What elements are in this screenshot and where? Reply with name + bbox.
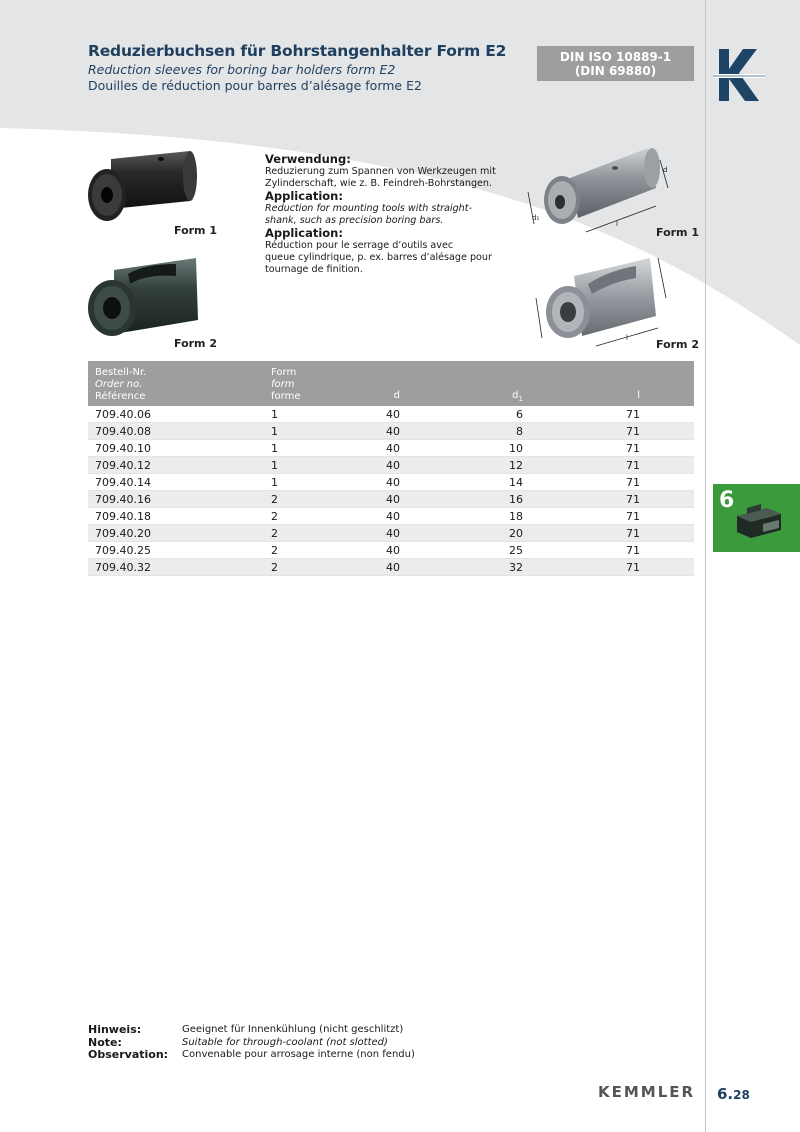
cell-l: 71: [626, 561, 640, 574]
cell-order: 709.40.08: [95, 425, 151, 438]
dim-l-form1: l: [616, 220, 618, 228]
usage-heading-en: Application:: [265, 189, 343, 204]
product-table: [88, 361, 694, 576]
cell-d: 40: [386, 459, 400, 472]
cell-form: 1: [271, 408, 278, 421]
usage-text-fr-3: tournage de finition.: [265, 263, 363, 275]
cell-d: 40: [386, 510, 400, 523]
note-text-de: Geeignet für Innenkühlung (nicht geschlitzt): [182, 1024, 404, 1035]
cell-d1: 14: [509, 476, 523, 489]
table-row: [88, 440, 694, 457]
page-divider: [705, 0, 706, 1132]
cell-d: 40: [386, 544, 400, 557]
header-order-en: Order no.: [95, 379, 143, 390]
tool-holder-icon: [733, 498, 785, 542]
cell-order: 709.40.18: [95, 510, 151, 523]
form2-label-right: Form 2: [656, 338, 699, 351]
usage-text-en-2: shank, such as precision boring bars.: [265, 214, 444, 226]
usage-description: [265, 152, 505, 275]
table-body: [88, 406, 694, 576]
page-number: [717, 1084, 750, 1103]
cell-l: 71: [626, 544, 640, 557]
cell-form: 1: [271, 459, 278, 472]
table-row: [88, 491, 694, 508]
form2-dimension-drawing: [526, 248, 676, 350]
note-label-fr: Observation:: [88, 1048, 169, 1061]
cell-d1: 25: [509, 544, 523, 557]
cell-d: 40: [386, 476, 400, 489]
form1-label-right: Form 1: [656, 226, 699, 239]
cell-form: 1: [271, 425, 278, 438]
header-d: d: [393, 390, 400, 401]
title-french: Douilles de réduction pour barres d’alésage forme E2: [88, 78, 422, 93]
cell-order: 709.40.14: [95, 476, 151, 489]
cell-form: 2: [271, 493, 278, 506]
header-form-fr: forme: [271, 391, 301, 402]
usage-heading-de: Verwendung:: [265, 152, 351, 166]
cell-order: 709.40.06: [95, 408, 151, 421]
form1-dimension-drawing: [520, 140, 670, 240]
header-d1-sub: 1: [518, 395, 523, 403]
cell-order: 709.40.10: [95, 442, 151, 455]
cell-d: 40: [386, 442, 400, 455]
header-order-fr: Référence: [95, 391, 146, 402]
usage-text-fr-1: Réduction pour le serrage d’outils avec: [265, 240, 454, 252]
dim-d1-form1: d₁: [532, 214, 540, 222]
table-row: [88, 423, 694, 440]
cell-l: 71: [626, 476, 640, 489]
header-d1: [483, 390, 523, 405]
header-order-no: [95, 367, 146, 403]
page-header: [88, 42, 506, 93]
usage-heading-fr: Application:: [265, 226, 343, 241]
sleeve-form1-photo: [86, 147, 204, 227]
usage-text-fr-2: queue cylindrique, p. ex. barres d’alésage pour: [265, 251, 492, 263]
note-section: [88, 1024, 415, 1062]
cell-d1: 6: [516, 408, 523, 421]
cell-order: 709.40.25: [95, 544, 151, 557]
table-row: [88, 406, 694, 423]
table-row: [88, 542, 694, 559]
brand-name: KEMMLER: [598, 1083, 696, 1101]
table-row: [88, 559, 694, 576]
cell-l: 71: [626, 527, 640, 540]
cell-d1: 18: [509, 510, 523, 523]
title-german: Reduzierbuchsen für Bohrstangenhalter Form E2: [88, 42, 507, 60]
cell-order: 709.40.16: [95, 493, 151, 506]
note-row-de: [88, 1024, 415, 1037]
header-l: l: [637, 390, 640, 401]
cell-l: 71: [626, 442, 640, 455]
section-tab[interactable]: [713, 484, 800, 552]
cell-form: 1: [271, 476, 278, 489]
note-text-en: Suitable for through-coolant (not slotted): [182, 1036, 388, 1048]
header-form-en: form: [271, 379, 295, 390]
standard-line-1: DIN ISO 10889-1: [559, 50, 672, 64]
cell-d1: 20: [509, 527, 523, 540]
cell-form: 2: [271, 561, 278, 574]
note-row-fr: [88, 1049, 415, 1062]
kemmler-logo-icon: [713, 47, 765, 103]
title-english: Reduction sleeves for boring bar holders form E2: [88, 62, 396, 77]
cell-d: 40: [386, 493, 400, 506]
section-number: 6: [719, 488, 735, 513]
header-form: [271, 367, 300, 403]
cell-form: 1: [271, 442, 278, 455]
cell-form: 2: [271, 510, 278, 523]
page-number-major: 6.: [717, 1085, 734, 1103]
cell-d: 40: [386, 425, 400, 438]
table-row: [88, 525, 694, 542]
cell-form: 2: [271, 527, 278, 540]
header-form-de: Form: [271, 367, 297, 378]
cell-d: 40: [386, 527, 400, 540]
form2-label-left: Form 2: [174, 337, 217, 350]
cell-form: 2: [271, 544, 278, 557]
usage-text-de-1: Reduzierung zum Spannen von Werkzeugen mit: [265, 166, 496, 177]
header-d1-base: d: [512, 390, 519, 401]
cell-d1: 16: [509, 493, 523, 506]
table-row: [88, 474, 694, 491]
cell-d1: 32: [509, 561, 523, 574]
cell-l: 71: [626, 510, 640, 523]
form1-label-left: Form 1: [174, 224, 217, 237]
cell-l: 71: [626, 408, 640, 421]
standard-line-2: (DIN 69880): [574, 64, 657, 78]
table-header: [88, 361, 694, 406]
usage-text-en-1: Reduction for mounting tools with straight-: [265, 203, 472, 215]
table-row: [88, 457, 694, 474]
cell-order: 709.40.12: [95, 459, 151, 472]
cell-l: 71: [626, 493, 640, 506]
usage-text-de-2: Zylinderschaft, wie z. B. Feindreh-Bohrstangen.: [265, 177, 493, 189]
page-number-minor: 28: [733, 1088, 750, 1102]
dim-d-form1: d: [663, 166, 668, 174]
sleeve-form2-photo: [84, 250, 202, 340]
note-label-en: Note:: [88, 1035, 122, 1049]
table-row: [88, 508, 694, 525]
cell-l: 71: [626, 459, 640, 472]
cell-order: 709.40.32: [95, 561, 151, 574]
note-text-fr: Convenable pour arrosage interne (non fendu): [182, 1049, 415, 1060]
cell-d1: 10: [509, 442, 523, 455]
cell-order: 709.40.20: [95, 527, 151, 540]
cell-d1: 12: [509, 459, 523, 472]
cell-l: 71: [626, 425, 640, 438]
cell-d1: 8: [516, 425, 523, 438]
dim-l-form2: l: [626, 334, 628, 342]
cell-d: 40: [386, 561, 400, 574]
header-order-de: Bestell-Nr.: [95, 367, 147, 378]
cell-d: 40: [386, 408, 400, 421]
standard-badge: [537, 46, 694, 81]
note-label-de: Hinweis:: [88, 1023, 142, 1036]
